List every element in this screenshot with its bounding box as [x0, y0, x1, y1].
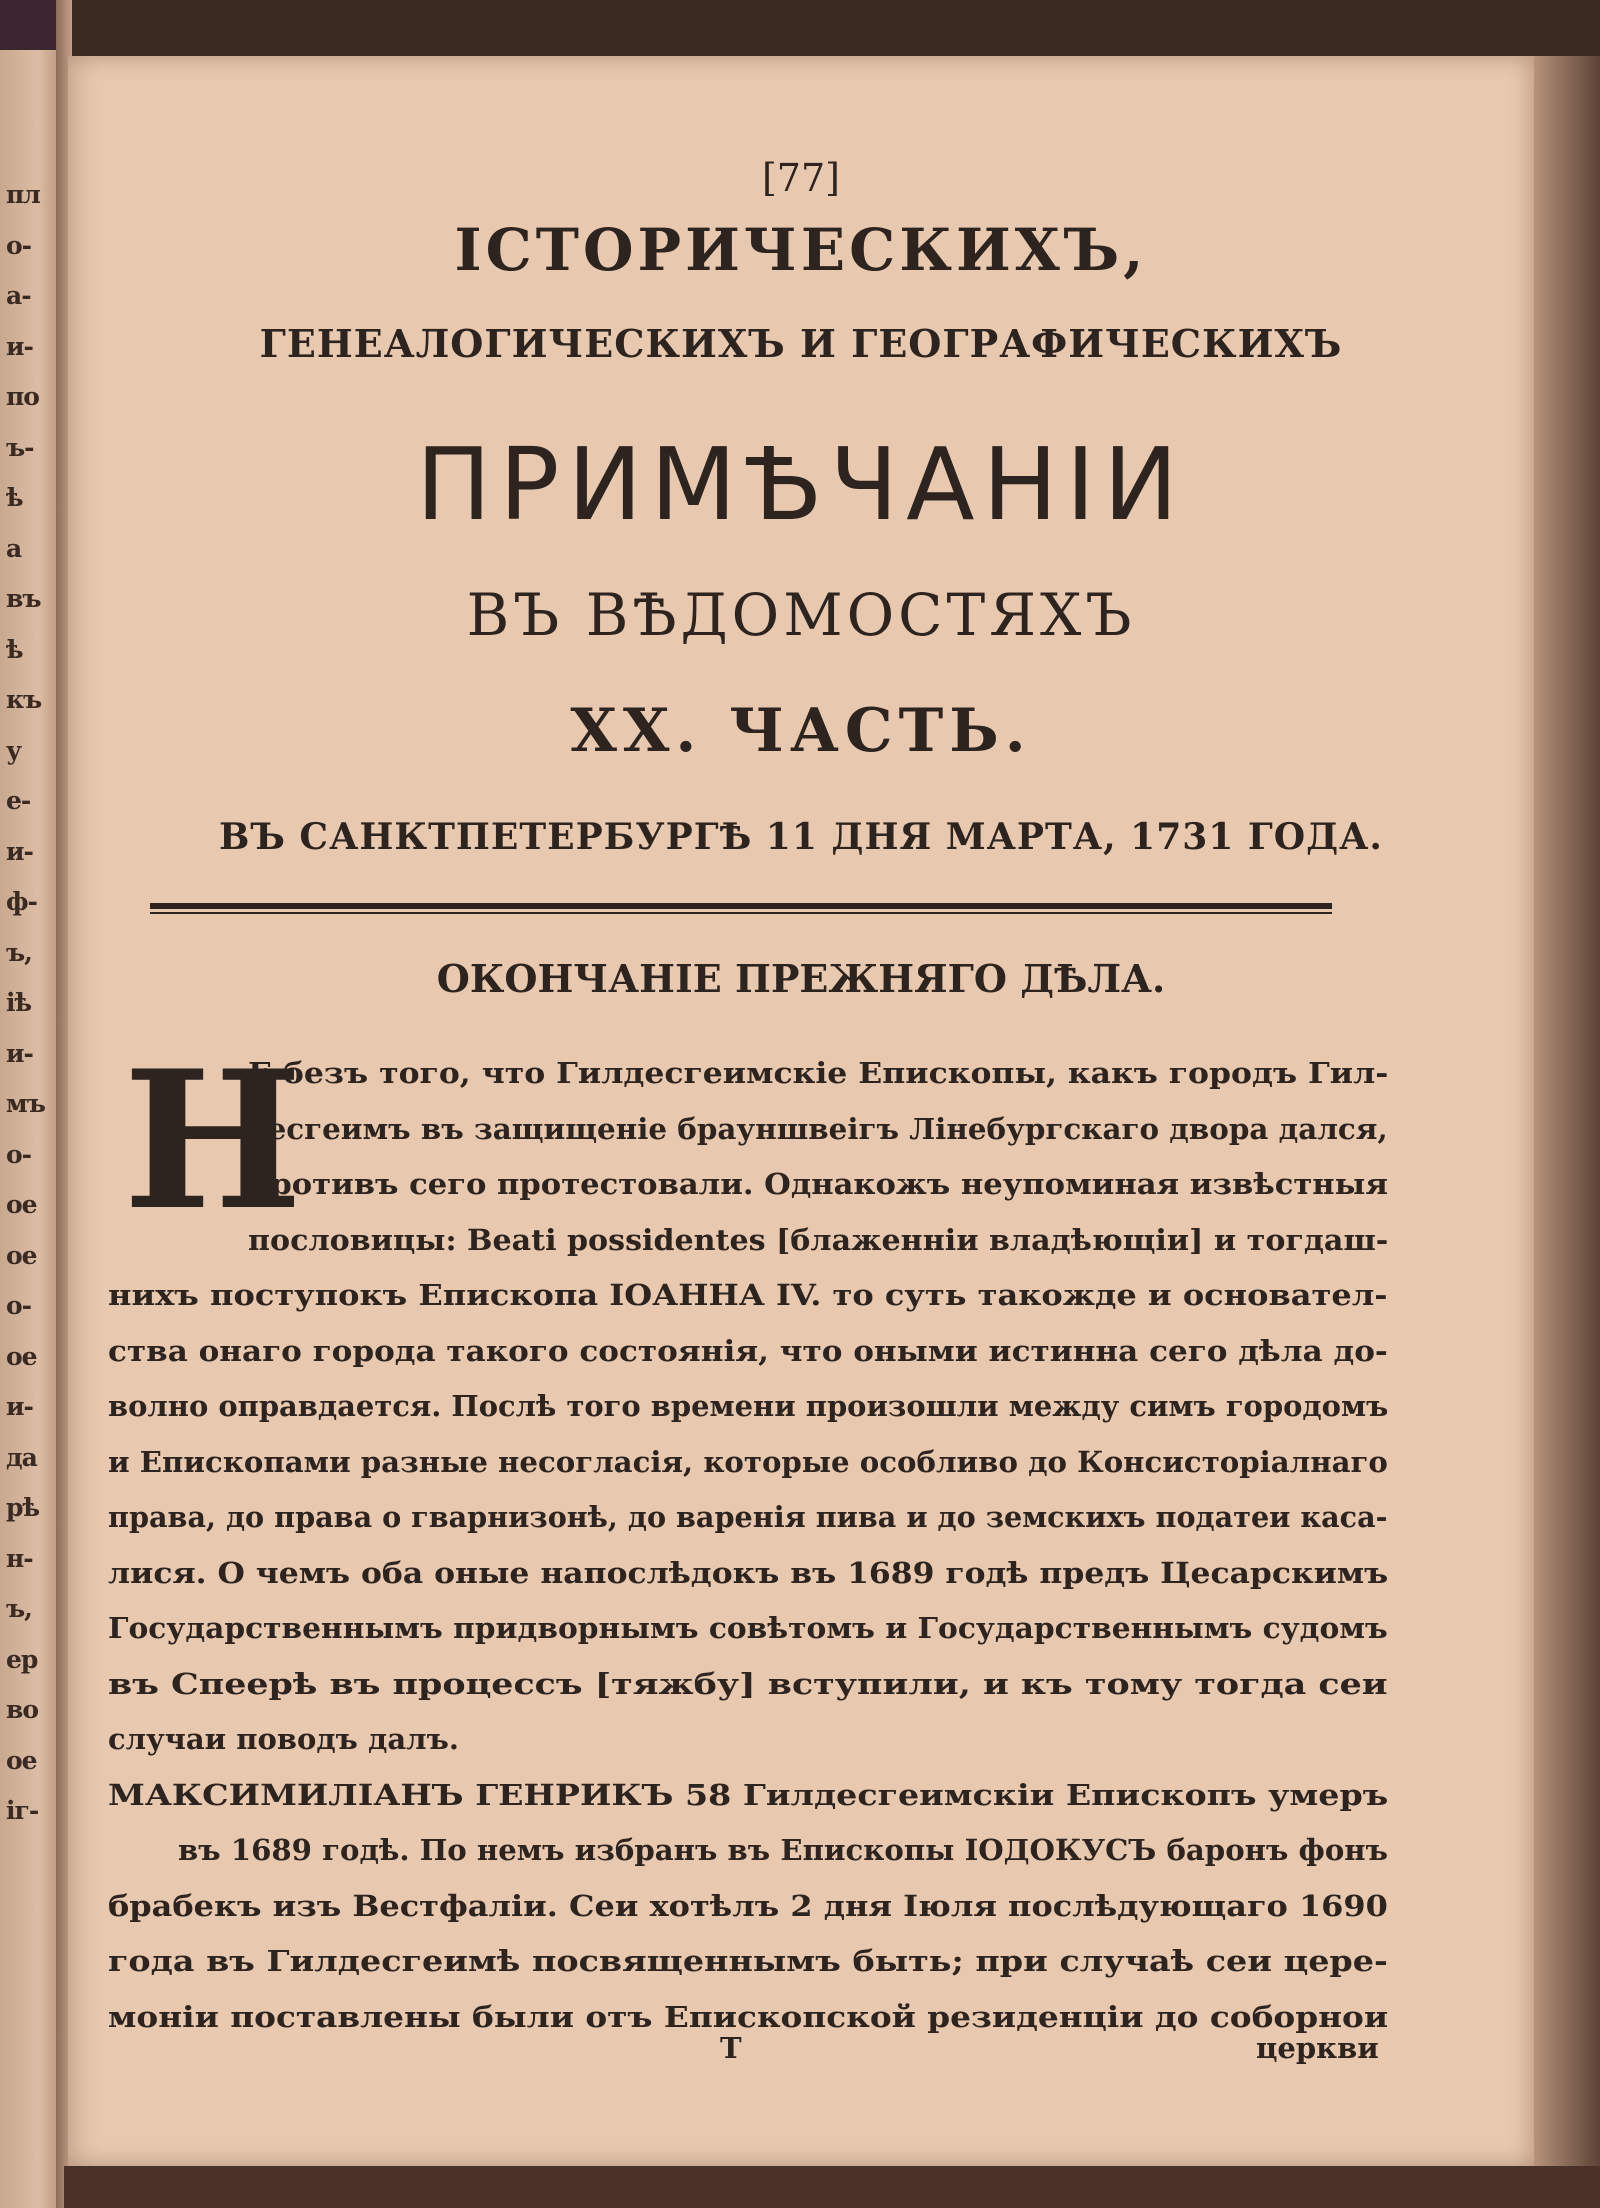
document-page — [68, 56, 1534, 2166]
left-page-fragment: и- — [6, 331, 33, 361]
catchword: церкви — [1256, 2031, 1379, 2065]
left-page-fragment: ое — [6, 1341, 37, 1371]
left-page-fragment: къ — [6, 685, 42, 714]
left-page-fragment: е- — [6, 786, 31, 815]
left-page-fragment: ъ, — [6, 937, 32, 967]
left-page-fragment: у — [6, 735, 22, 765]
left-page-fragment: ѣ — [6, 483, 23, 512]
left-page-fragment: ер — [6, 1644, 38, 1674]
body-line: МАКСИМИЛІАНЪ ГЕНРИКЪ 58 Гилдесгеимскіи Епископъ умеръ — [108, 1777, 1389, 1812]
body-line: десгеимъ въ защищеніе брауншвеігъ Лінебургскаго двора дался, — [248, 1111, 1388, 1146]
body-line: нихъ поступокъ Епископа ІОАННА IV. то суть такожде и основател- — [108, 1278, 1388, 1312]
body-line: въ Спеерѣ въ процессъ [тяжбу] вступили, и къ тому тогда сеи — [108, 1666, 1388, 1701]
left-page-fragment: ъ- — [6, 432, 34, 462]
left-page-fragment: и- — [6, 836, 33, 866]
left-page-edge — [0, 0, 64, 2208]
body-line: ства онаго города такого состоянія, что оными истинна сего дѣла до- — [108, 1333, 1388, 1368]
left-page-fragment: и- — [6, 1038, 33, 1068]
left-page-fragment: ѣ — [6, 634, 23, 664]
left-page-fragment: въ — [6, 584, 41, 613]
drop-cap: Н — [123, 1029, 303, 1252]
title-line-4: ВЪ ВѢДОМОСТЯХЪ — [466, 581, 1136, 649]
left-page-fragment: ъ, — [6, 1594, 32, 1623]
left-page-fragment: и- — [6, 1392, 33, 1421]
body-line: противъ сего протестовали. Однакожъ неупоминая извѣстныя — [248, 1167, 1388, 1201]
body-line: года въ Гилдесгеимѣ посвященнымъ быть; при случаѣ сеи цере- — [108, 1944, 1388, 1978]
left-page-fragment: а — [6, 533, 22, 563]
signature-mark: T — [720, 2031, 742, 2065]
left-page-fragment: н- — [6, 1543, 33, 1573]
left-page-fragment: іг- — [6, 1796, 39, 1825]
left-page-fragment: о- — [6, 1291, 32, 1320]
scan-border-right — [1534, 56, 1600, 2208]
binding-edge — [0, 0, 64, 50]
body-line: права, до права о гварнизонѣ, до варенія пива и до земскихъ податеи каса- — [108, 1500, 1388, 1534]
body-line: лися. О чемъ оба оные напослѣдокъ въ 1689 годѣ предъ Цесарскимъ — [108, 1555, 1389, 1590]
dateline: ВЪ САНКТПЕТЕРБУРГѢ 11 ДНЯ МАРТА, 1731 ГОДА. — [219, 816, 1383, 858]
left-page-fragment: по — [6, 382, 39, 411]
body-line: пословицы: Beati possidentes [блаженніи владѣющіи] и тогдаш- — [248, 1222, 1389, 1257]
scan-border-bottom — [64, 2166, 1600, 2208]
left-page-fragment: да — [6, 1442, 37, 1472]
body-line: и Епископами разные несогласія, которые особливо до Консисторіалнаго — [108, 1444, 1388, 1479]
left-page-fragment: ое — [6, 1745, 37, 1775]
section-heading: ОКОНЧАНІЕ ПРЕЖНЯГО ДѢЛА. — [436, 956, 1166, 1001]
title-line-5: XX. ЧАСТЬ. — [570, 696, 1032, 766]
body-line: Государственнымъ придворнымъ совѣтомъ и Государственнымъ судомъ — [108, 1611, 1388, 1645]
body-line: случаи поводъ далъ. — [108, 1722, 459, 1756]
left-page-fragment: о- — [6, 230, 32, 260]
body-line: брабекъ изъ Вестфаліи. Сеи хотѣлъ 2 дня Іюля послѣдующаго 1690 — [108, 1888, 1388, 1923]
body-line: моніи поставлены были отъ Епископской резиденціи до соборнои — [108, 1999, 1389, 2034]
left-page-fragment: ое — [6, 1240, 37, 1270]
title-line-2: ГЕНЕАЛОГИЧЕСКИХЪ И ГЕОГРАФИЧЕСКИХЪ — [259, 321, 1343, 366]
title-line-1: ІСТОРИЧЕСКИХЪ, — [454, 216, 1148, 284]
left-page-fragment: мъ — [6, 1089, 45, 1118]
left-page-fragment: рѣ — [6, 1493, 40, 1522]
left-page-fragment: во — [6, 1695, 39, 1724]
left-page-fragment: пл — [6, 180, 40, 209]
left-page-fragment: ое — [6, 1190, 37, 1219]
body-line: волно оправдается. Послѣ того времени произошли между симъ городомъ — [108, 1389, 1389, 1423]
left-page-fragment: а- — [6, 281, 31, 310]
double-rule-divider — [150, 903, 1332, 914]
left-page-fragment: о- — [6, 1139, 32, 1169]
left-page-fragment: ф- — [6, 887, 37, 916]
body-line: въ 1689 годѣ. По немъ избранъ въ Епископы ІОДОКУСЪ баронъ фонъ — [178, 1833, 1389, 1867]
body-line: Е безъ того, что Гилдесгеимскіе Епископы, какъ городъ Гил- — [248, 1056, 1389, 1090]
left-page-fragment: іѣ — [6, 988, 32, 1017]
title-line-3: ПРИМѢЧАНІИ — [415, 426, 1187, 543]
page-number: [77] — [761, 156, 840, 200]
